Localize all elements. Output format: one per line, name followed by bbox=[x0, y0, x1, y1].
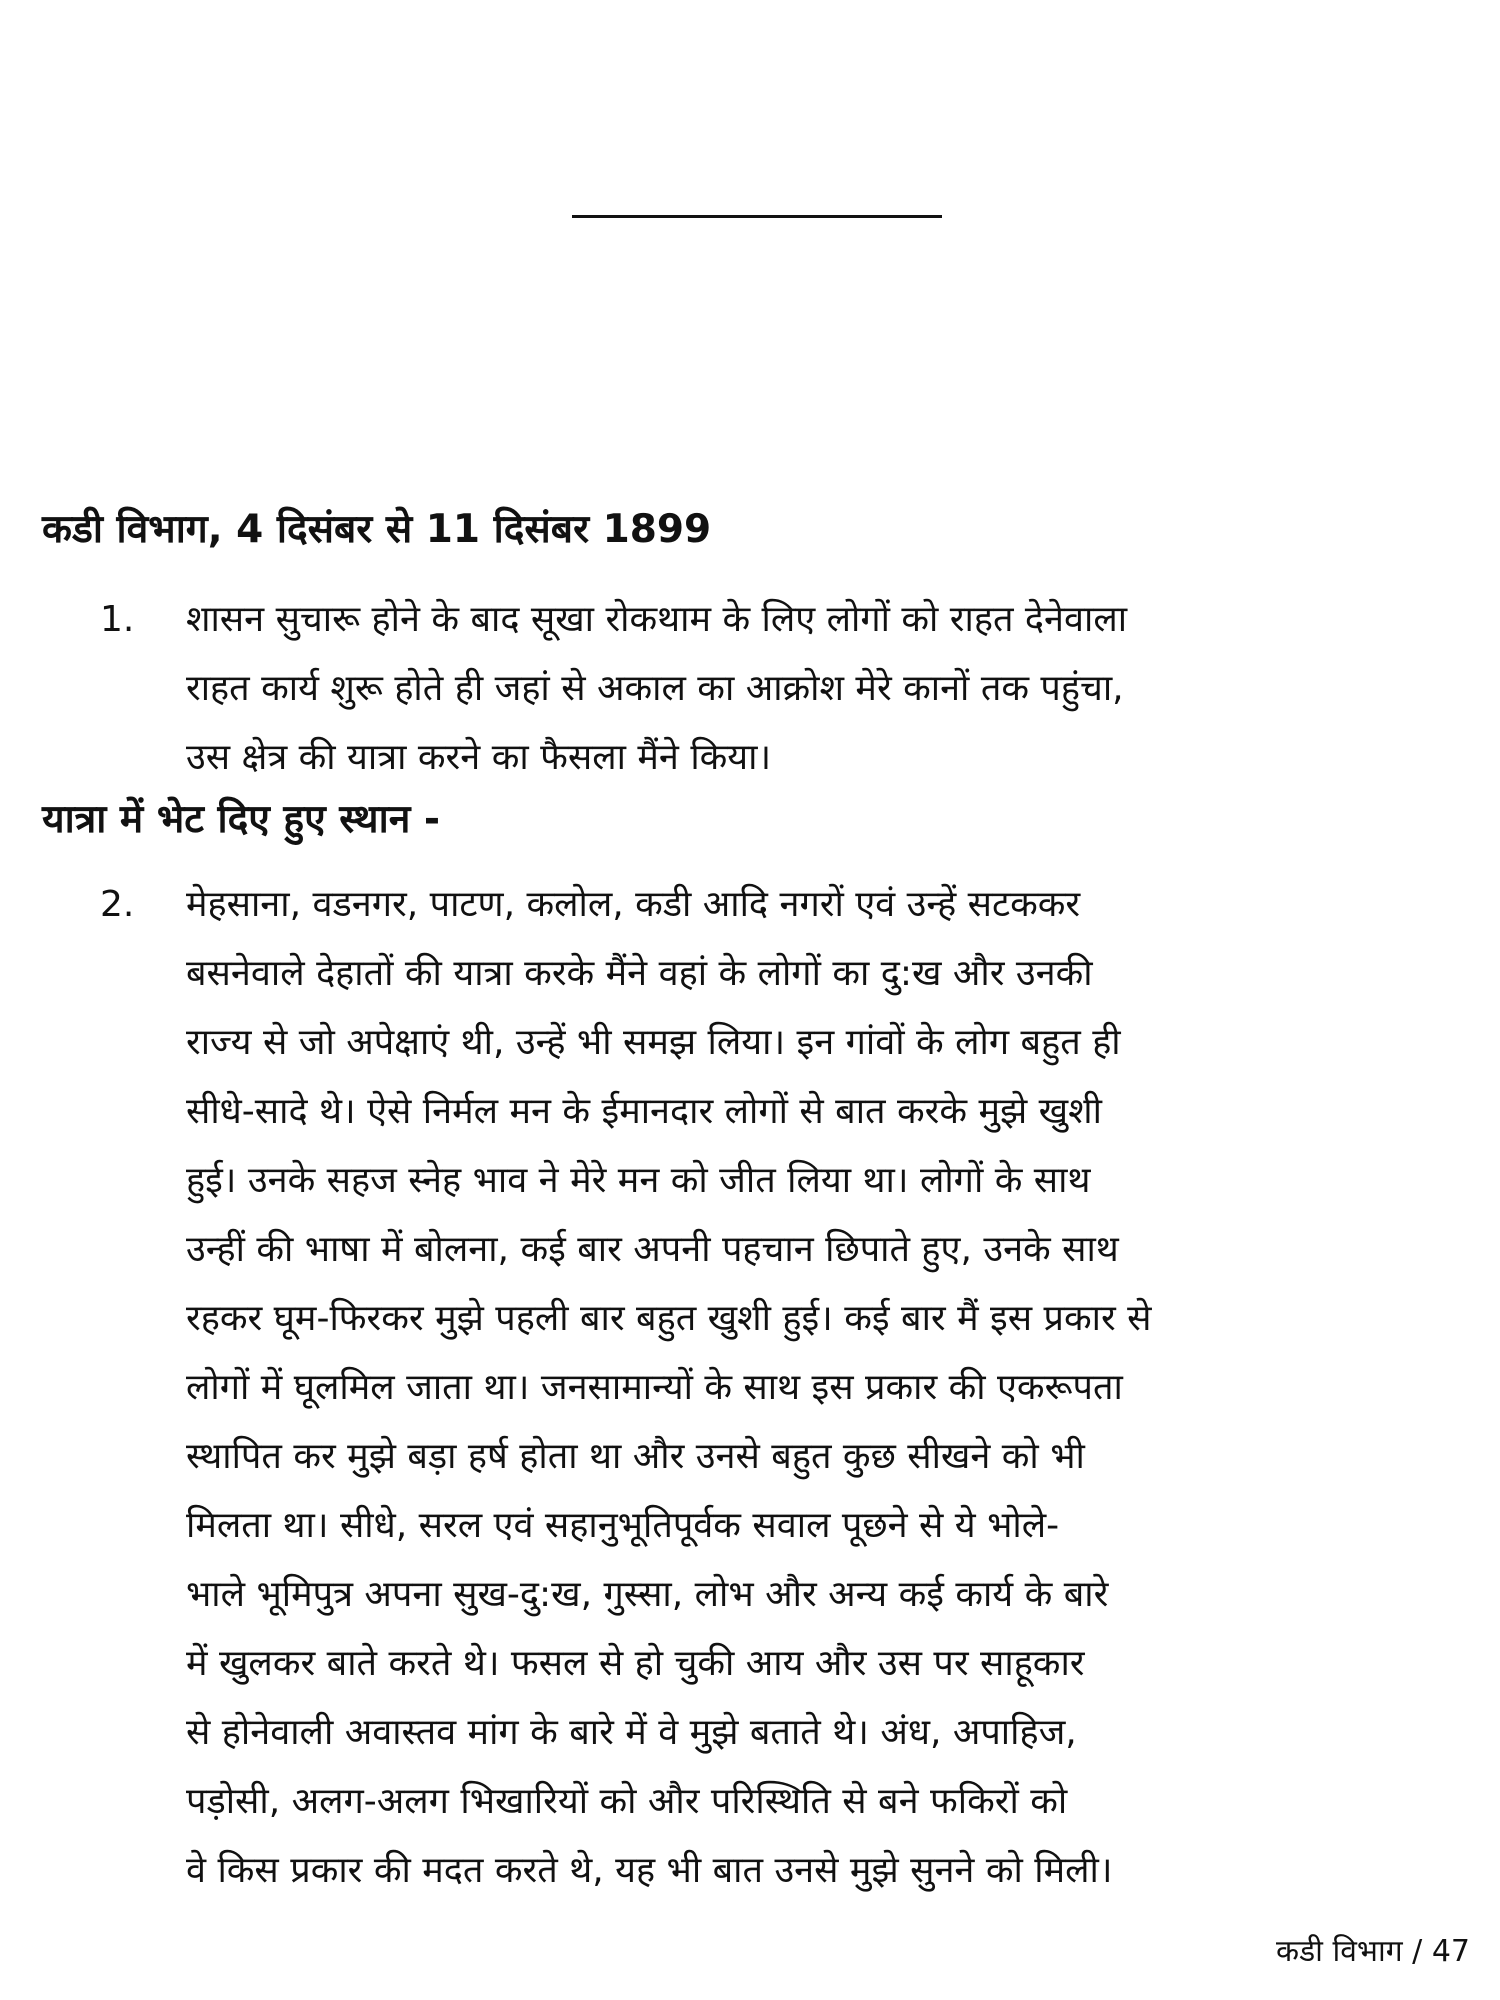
paragraph-2-line: सीधे-सादे थे। ऐसे निर्मल मन के ईमानदार लोगों से बात करके मुझे खुशी bbox=[186, 1091, 1102, 1132]
paragraph-2-line: में खुलकर बाते करते थे। फसल से हो चुकी आय और उस पर साहूकार bbox=[186, 1643, 1085, 1684]
paragraph-2-text bbox=[100, 870, 1470, 1905]
paragraph-1 bbox=[100, 585, 1470, 792]
paragraph-2-line: भाले भूमिपुत्र अपना सुख-दु:ख, गुस्सा, लोभ और अन्य कई कार्य के बारे bbox=[186, 1574, 1109, 1615]
paragraph-2-line: स्थापित कर मुझे बड़ा हर्ष होता था और उनसे बहुत कुछ सीखने को भी bbox=[186, 1436, 1085, 1477]
page-footer: कडी विभाग / 47 bbox=[1276, 1934, 1470, 1969]
paragraph-2-line: हुई। उनके सहज स्नेह भाव ने मेरे मन को जीत लिया था। लोगों के साथ bbox=[186, 1160, 1091, 1201]
paragraph-2-line: लोगों में घूलमिल जाता था। जनसामान्यों के साथ इस प्रकार की एकरूपता bbox=[186, 1367, 1123, 1408]
paragraph-1-line: शासन सुचारू होने के बाद सूखा रोकथाम के लिए लोगों को राहत देनेवाला bbox=[186, 599, 1128, 640]
paragraph-2-line: मिलता था। सीधे, सरल एवं सहानुभूतिपूर्वक सवाल पूछने से ये भोले- bbox=[186, 1505, 1060, 1546]
paragraph-1-text bbox=[100, 585, 1470, 792]
top-rule-divider bbox=[572, 215, 942, 218]
paragraph-1-line: उस क्षेत्र की यात्रा करने का फैसला मैंने किया। bbox=[186, 737, 772, 778]
paragraph-2-line: राज्य से जो अपेक्षाएं थी, उन्हें भी समझ लिया। इन गांवों के लोग बहुत ही bbox=[186, 1022, 1121, 1063]
paragraph-1-line: राहत कार्य शुरू होते ही जहां से अकाल का आक्रोश मेरे कानों तक पहुंचा, bbox=[186, 668, 1124, 709]
paragraph-2-line: उन्हीं की भाषा में बोलना, कई बार अपनी पहचान छिपाते हुए, उनके साथ bbox=[186, 1229, 1119, 1270]
places-heading: यात्रा में भेट दिए हुए स्थान - bbox=[42, 797, 441, 842]
paragraph-2-line: से होनेवाली अवास्तव मांग के बारे में वे मुझे बताते थे। अंध, अपाहिज, bbox=[186, 1712, 1077, 1753]
paragraph-2-number: 2. bbox=[100, 884, 135, 925]
paragraph-1-number: 1. bbox=[100, 599, 135, 640]
paragraph-2-line: बसनेवाले देहातों की यात्रा करके मैंने वहां के लोगों का दु:ख और उनकी bbox=[186, 953, 1093, 994]
paragraph-2-line: मेहसाना, वडनगर, पाटण, कलोल, कडी आदि नगरों एवं उन्हें सटककर bbox=[186, 884, 1081, 925]
paragraph-2 bbox=[100, 870, 1470, 1905]
section-heading: कडी विभाग, 4 दिसंबर से 11 दिसंबर 1899 bbox=[42, 507, 712, 552]
paragraph-2-line: रहकर घूम-फिरकर मुझे पहली बार बहुत खुशी हुई। कई बार मैं इस प्रकार से bbox=[186, 1298, 1152, 1339]
paragraph-2-line: पड़ोसी, अलग-अलग भिखारियों को और परिस्थिति से बने फकिरों को bbox=[186, 1781, 1068, 1822]
paragraph-2-line: वे किस प्रकार की मदत करते थे, यह भी बात उनसे मुझे सुनने को मिली। bbox=[186, 1850, 1113, 1891]
